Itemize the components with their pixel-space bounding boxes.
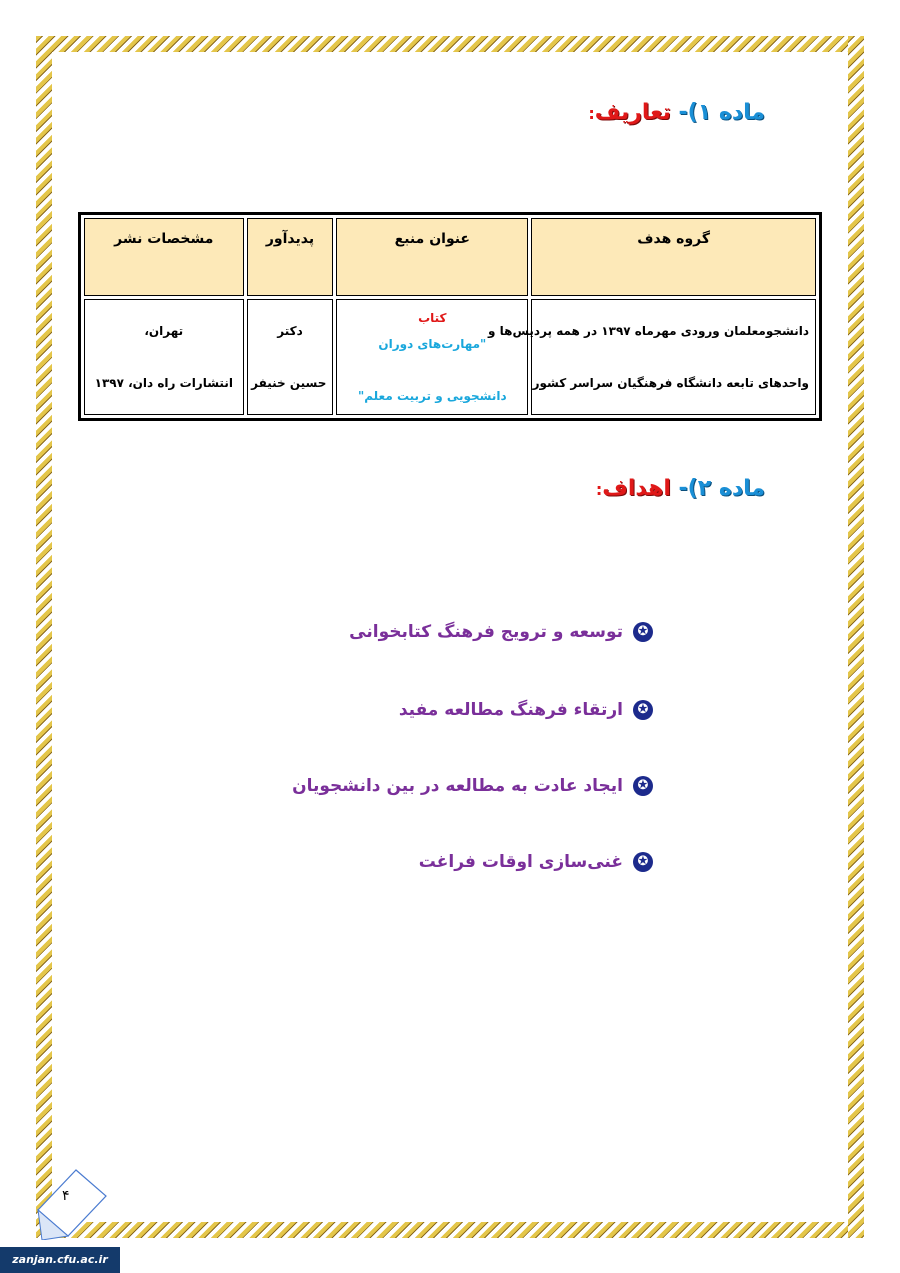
goal-text: ایجاد عادت به مطالعه در بین دانشجویان xyxy=(292,776,623,796)
star-circle-icon: ✪ xyxy=(633,776,653,796)
header-target-group: گروه هدف xyxy=(531,218,816,296)
pencil-border-right xyxy=(848,36,864,1238)
goal-text: ارتقاء فرهنگ مطالعه مفید xyxy=(398,700,623,720)
list-item xyxy=(292,776,653,796)
footer-logo[interactable]: zanjan.cfu.ac.ir xyxy=(0,1247,120,1273)
definitions-table xyxy=(78,212,822,421)
header-author: پدیدآور xyxy=(247,218,334,296)
cell-source-title xyxy=(336,299,528,415)
cell-author xyxy=(247,299,334,415)
article-1-title: تعاریف xyxy=(594,100,671,125)
table-row xyxy=(84,299,816,415)
source-title-rest: "مهارت‌های دوران xyxy=(378,337,487,351)
target-group-line-2: واحدهای تابعه دانشگاه فرهنگیان سراسر کشور xyxy=(532,376,809,390)
star-circle-icon: ✪ xyxy=(633,622,653,642)
article-2-colon: : xyxy=(595,480,603,499)
author-line-2: حسین خنیفر xyxy=(251,376,327,390)
goal-text: غنی‌سازی اوقات فراغت xyxy=(418,852,623,872)
article-1-heading xyxy=(588,100,765,125)
article-1-prefix: ماده ۱)- xyxy=(670,100,765,125)
list-item xyxy=(419,852,653,872)
list-item xyxy=(349,622,653,642)
header-publication: مشخصات نشر xyxy=(84,218,244,296)
cell-publication xyxy=(84,299,244,415)
author-line-1: دکتر xyxy=(277,324,303,338)
list-item xyxy=(399,700,653,720)
goal-text: توسعه و ترویج فرهنگ کتابخوانی xyxy=(349,622,623,642)
star-circle-icon: ✪ xyxy=(633,700,653,720)
table-header-row xyxy=(84,218,816,296)
pencil-border-left xyxy=(36,36,52,1238)
article-2-title: اهداف xyxy=(602,476,671,501)
pencil-border-bottom xyxy=(36,1222,864,1238)
publication-line-2: انتشارات راه دان، ۱۳۹۷ xyxy=(94,376,233,390)
source-title-line-2: دانشجویی و تربیت معلم" xyxy=(358,389,507,403)
article-2-heading xyxy=(596,476,765,501)
page-number: ۴ xyxy=(62,1188,70,1204)
header-source-title: عنوان منبع xyxy=(336,218,528,296)
target-group-line-1: دانشجومعلمان ورودی مهرماه ۱۳۹۷ در همه پردیس‌ها و xyxy=(487,324,809,338)
page-number-badge xyxy=(32,1166,110,1240)
article-1-colon: : xyxy=(588,104,595,123)
publication-line-1: تهران، xyxy=(144,324,184,338)
pencil-border-top xyxy=(36,36,864,52)
star-circle-icon: ✪ xyxy=(633,852,653,872)
article-2-prefix: ماده ۲)- xyxy=(670,476,765,501)
cell-target-group xyxy=(487,299,816,415)
book-word: کتاب xyxy=(418,311,447,325)
